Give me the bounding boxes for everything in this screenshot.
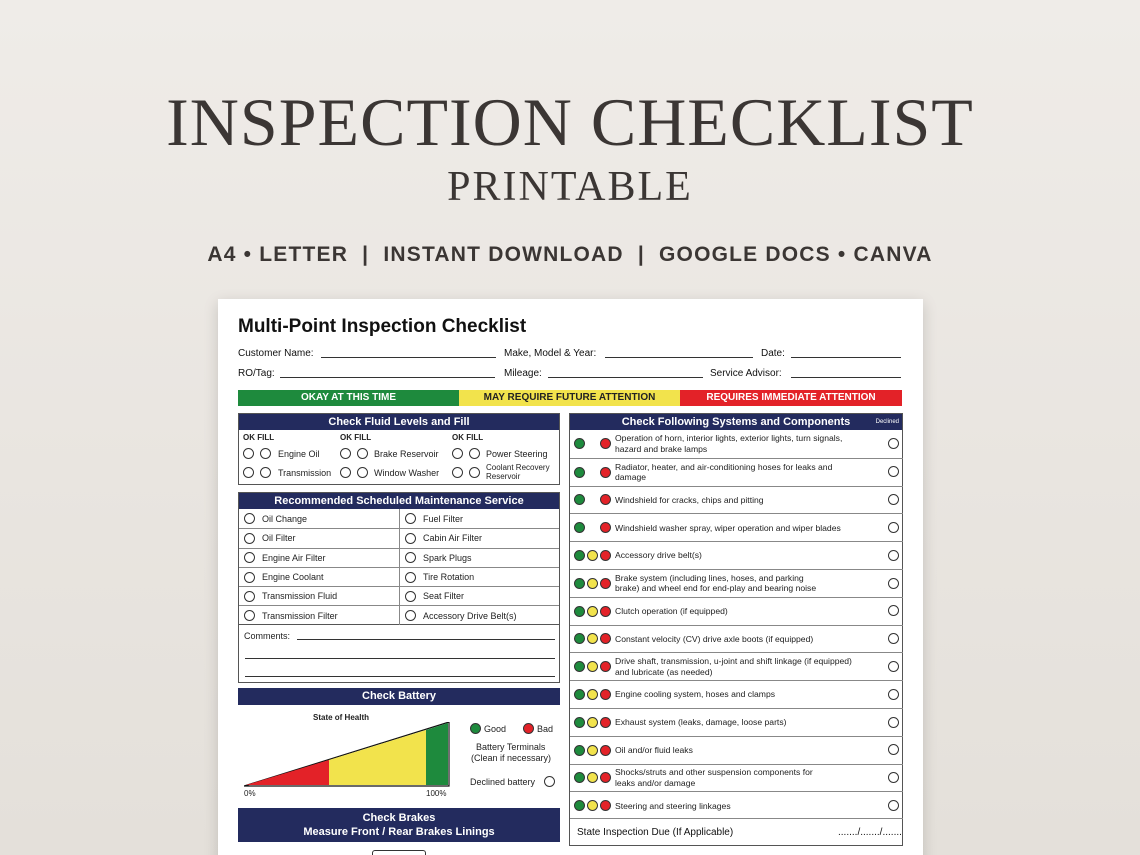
- battery-terminals-note: [471, 742, 561, 764]
- power-steering-fill-checkbox[interactable]: [469, 448, 480, 459]
- battery-bad-label: Bad: [537, 724, 554, 734]
- status-dots: [570, 661, 615, 672]
- battery-good-indicator[interactable]: [470, 723, 481, 734]
- declined-cell: [883, 435, 903, 453]
- fluid-levels-heading: Check Fluid Levels and Fill: [239, 414, 559, 430]
- fuel-filter-checkbox[interactable]: [405, 513, 416, 524]
- system-row: [570, 736, 903, 764]
- battery-panel: [238, 688, 560, 800]
- date-field[interactable]: [791, 357, 901, 358]
- customer-name-field[interactable]: [321, 357, 496, 358]
- maint-engine-coolant[interactable]: [239, 568, 399, 586]
- system-item-line-1: Steering and steering linkages: [615, 800, 731, 811]
- system-item-line-1: Drive shaft, transmission, u-joint and shift linkage (if equipped): [615, 656, 852, 667]
- declined-checkbox[interactable]: [888, 605, 899, 616]
- battery-bad-indicator[interactable]: [523, 723, 534, 734]
- declined-checkbox[interactable]: [888, 522, 899, 533]
- gauge-green-zone: [426, 723, 448, 785]
- status-yellow-dot[interactable]: [587, 661, 598, 672]
- status-dot-spacer: [587, 494, 598, 505]
- status-legend: [238, 390, 902, 406]
- fluid-engine-oil: Engine Oil: [278, 449, 320, 459]
- maintenance-row: [239, 548, 559, 567]
- maint-spark-plugs[interactable]: [399, 549, 559, 567]
- system-item-line-1: Operation of horn, interior lights, exterior lights, turn signals,: [615, 433, 843, 444]
- fluid-power-steering: Power Steering: [486, 449, 548, 459]
- status-yellow-dot[interactable]: [587, 745, 598, 756]
- ro-tag-field[interactable]: [280, 377, 495, 378]
- status-dots: [570, 438, 615, 449]
- status-green-dot[interactable]: [574, 800, 585, 811]
- declined-checkbox[interactable]: [888, 466, 899, 477]
- declined-checkbox[interactable]: [888, 633, 899, 644]
- brakes-heading: [238, 808, 560, 842]
- declined-cell: [883, 463, 903, 481]
- declined-checkbox[interactable]: [888, 550, 899, 561]
- status-red-dot[interactable]: [600, 606, 611, 617]
- status-red-dot[interactable]: [600, 550, 611, 561]
- comments-line-1[interactable]: [297, 639, 555, 640]
- hero-subtitle: PRINTABLE: [447, 164, 693, 210]
- status-red-dot[interactable]: [600, 717, 611, 728]
- fluid-col-header-3: OK FILL: [452, 433, 484, 442]
- status-yellow-dot[interactable]: [587, 689, 598, 700]
- status-green-dot[interactable]: [574, 550, 585, 561]
- battery-good-label: Good: [484, 724, 507, 734]
- system-item-line-1: Engine cooling system, hoses and clamps: [615, 689, 776, 700]
- status-red-dot[interactable]: [600, 438, 611, 449]
- legend-okay: OKAY AT THIS TIME: [238, 390, 459, 406]
- maint-label: Engine Air Filter: [262, 552, 326, 563]
- status-dots: [570, 689, 615, 700]
- system-row: [570, 513, 903, 541]
- gauge-min-label: 0%: [244, 789, 256, 798]
- maint-label: Fuel Filter: [423, 513, 464, 524]
- declined-cell: [883, 658, 903, 676]
- declined-checkbox[interactable]: [888, 744, 899, 755]
- status-red-dot[interactable]: [600, 467, 611, 478]
- status-yellow-dot[interactable]: [587, 717, 598, 728]
- maintenance-row: [239, 528, 559, 547]
- status-dots: [570, 633, 615, 644]
- maint-label: Tire Rotation: [423, 572, 475, 583]
- system-item-line-2: brake) and wheel end for end-play and bearing noise: [615, 583, 817, 594]
- fluid-transmission: Transmission: [278, 468, 332, 478]
- status-dot-spacer: [587, 467, 598, 478]
- status-dots: [570, 522, 615, 533]
- system-item-line-2: leaks and/or damage: [615, 777, 696, 788]
- comments-panel: [238, 625, 560, 683]
- date-label: Date:: [761, 348, 785, 359]
- declined-cell: [883, 769, 903, 787]
- system-row: [570, 791, 903, 819]
- gauge-max-label: 100%: [426, 789, 447, 798]
- status-red-dot[interactable]: [600, 689, 611, 700]
- system-item-text: [615, 495, 883, 506]
- status-dots: [570, 800, 615, 811]
- system-item-line-1: Shocks/struts and other suspension components for: [615, 767, 813, 778]
- status-green-dot[interactable]: [574, 438, 585, 449]
- declined-checkbox[interactable]: [888, 689, 899, 700]
- maint-label: Oil Filter: [262, 533, 296, 544]
- status-red-dot[interactable]: [600, 800, 611, 811]
- power-steering-ok-checkbox[interactable]: [452, 448, 463, 459]
- system-row: [570, 764, 903, 792]
- declined-battery-checkbox[interactable]: [544, 776, 555, 787]
- ro-tag-label: RO/Tag:: [238, 368, 275, 379]
- status-dots: [570, 745, 615, 756]
- oil-filter-checkbox[interactable]: [244, 533, 255, 544]
- system-item-text: [615, 606, 883, 617]
- transmission-fill-checkbox[interactable]: [260, 467, 271, 478]
- transmission-fluid-checkbox[interactable]: [244, 591, 255, 602]
- state-inspection-label: State Inspection Due (If Applicable): [577, 827, 734, 838]
- maintenance-row: [239, 509, 559, 528]
- maint-label: Engine Coolant: [262, 572, 324, 583]
- transmission-filter-checkbox[interactable]: [244, 610, 255, 621]
- system-row: [570, 652, 903, 680]
- system-item-line-2: and lubricate (as needed): [615, 666, 713, 677]
- battery-terminals-line-2: (Clean if necessary): [471, 753, 552, 763]
- battery-heading: Check Battery: [238, 688, 560, 705]
- battery-health-gauge: [244, 722, 450, 788]
- status-yellow-dot[interactable]: [587, 800, 598, 811]
- maintenance-row: [239, 605, 559, 624]
- coolant-ok-checkbox[interactable]: [452, 467, 463, 478]
- brakes-heading-line-2: Measure Front / Rear Brakes Linings: [303, 826, 495, 838]
- maint-label: Cabin Air Filter: [423, 533, 483, 544]
- status-green-dot[interactable]: [574, 467, 585, 478]
- declined-cell: [883, 741, 903, 759]
- status-green-dot[interactable]: [574, 689, 585, 700]
- engine-air-filter-checkbox[interactable]: [244, 552, 255, 563]
- systems-heading: [570, 414, 902, 430]
- system-item-line-1: Constant velocity (CV) drive axle boots (if equipped): [615, 633, 814, 644]
- engine-oil-fill-checkbox[interactable]: [260, 448, 271, 459]
- system-item-line-1: Accessory drive belt(s): [615, 550, 702, 561]
- declined-checkbox[interactable]: [888, 800, 899, 811]
- coolant-fill-checkbox[interactable]: [469, 467, 480, 478]
- status-dots: [570, 772, 615, 783]
- make-model-year-field[interactable]: [605, 357, 753, 358]
- system-item-text: [615, 433, 883, 454]
- status-green-dot[interactable]: [574, 522, 585, 533]
- maint-transmission-filter[interactable]: [239, 606, 399, 624]
- status-red-dot[interactable]: [600, 745, 611, 756]
- legend-future-attention: MAY REQUIRE FUTURE ATTENTION: [459, 390, 680, 406]
- system-item-line-1: Brake system (including lines, hoses, and parking: [615, 572, 804, 583]
- tire-rotation-checkbox[interactable]: [405, 572, 416, 583]
- status-yellow-dot[interactable]: [587, 772, 598, 783]
- engine-oil-ok-checkbox[interactable]: [243, 448, 254, 459]
- status-green-dot[interactable]: [574, 772, 585, 783]
- checklist-sheet: [218, 299, 923, 855]
- maint-label: Seat Filter: [423, 591, 465, 602]
- status-green-dot[interactable]: [574, 745, 585, 756]
- gauge-yellow-zone: [329, 730, 426, 785]
- status-red-dot[interactable]: [600, 494, 611, 505]
- comments-line-2[interactable]: [245, 658, 555, 659]
- cabin-air-filter-checkbox[interactable]: [405, 533, 416, 544]
- system-item-text: [615, 745, 883, 756]
- system-row: [570, 708, 903, 736]
- declined-checkbox[interactable]: [888, 438, 899, 449]
- system-row: [570, 541, 903, 569]
- status-red-dot[interactable]: [600, 772, 611, 783]
- spark-plugs-checkbox[interactable]: [405, 552, 416, 563]
- system-row: [570, 458, 903, 486]
- systems-panel: [569, 413, 903, 846]
- status-green-dot[interactable]: [574, 578, 585, 589]
- system-item-text: [615, 689, 883, 700]
- system-row: [570, 430, 903, 458]
- system-row: [570, 569, 903, 597]
- status-dot-spacer: [587, 522, 598, 533]
- maint-label: Transmission Fluid: [262, 591, 338, 602]
- system-item-line-1: Exhaust system (leaks, damage, loose parts): [615, 717, 787, 728]
- maint-cabin-air-filter[interactable]: [399, 529, 559, 547]
- maintenance-row: [239, 586, 559, 605]
- system-item-line-1: Oil and/or fluid leaks: [615, 744, 693, 755]
- status-yellow-dot[interactable]: [587, 578, 598, 589]
- make-model-year-label: Make, Model & Year:: [504, 348, 597, 359]
- system-item-text: [615, 801, 883, 812]
- declined-cell: [883, 630, 903, 648]
- accessory-drive-belts-checkbox[interactable]: [405, 610, 416, 621]
- status-red-dot[interactable]: [600, 578, 611, 589]
- brake-lining-diagram: [372, 850, 426, 855]
- status-green-dot[interactable]: [574, 717, 585, 728]
- status-dots: [570, 550, 615, 561]
- fluid-levels-panel: [238, 413, 560, 485]
- fluid-col-header-2: OK FILL: [340, 433, 372, 442]
- status-dots: [570, 606, 615, 617]
- brake-reservoir-fill-checkbox[interactable]: [357, 448, 368, 459]
- maint-label: Oil Change: [262, 513, 308, 524]
- system-item-text: [615, 717, 883, 728]
- system-item-line-1: Windshield washer spray, wiper operation and wiper blades: [615, 522, 841, 533]
- systems-heading-text: Check Following Systems and Components: [621, 416, 851, 428]
- comments-label: Comments:: [244, 631, 291, 641]
- declined-column-label: Declined: [875, 419, 899, 425]
- maint-fuel-filter[interactable]: [399, 509, 559, 528]
- declined-cell: [883, 686, 903, 704]
- declined-battery-label: Declined battery: [470, 777, 536, 787]
- brakes-heading-line-1: Check Brakes: [362, 812, 436, 824]
- status-green-dot[interactable]: [574, 633, 585, 644]
- declined-checkbox[interactable]: [888, 772, 899, 783]
- sheet-title: Multi-Point Inspection Checklist: [238, 316, 527, 337]
- window-washer-ok-checkbox[interactable]: [340, 467, 351, 478]
- window-washer-fill-checkbox[interactable]: [357, 467, 368, 478]
- system-row: [570, 680, 903, 708]
- status-green-dot[interactable]: [574, 606, 585, 617]
- status-red-dot[interactable]: [600, 522, 611, 533]
- fluid-coolant-line-2: Reservoir: [486, 472, 521, 481]
- declined-cell: [883, 713, 903, 731]
- status-dots: [570, 717, 615, 728]
- declined-checkbox[interactable]: [888, 578, 899, 589]
- status-green-dot[interactable]: [574, 494, 585, 505]
- system-item-text: [615, 523, 883, 534]
- system-item-line-1: Windshield for cracks, chips and pitting: [615, 494, 764, 505]
- declined-checkbox[interactable]: [888, 661, 899, 672]
- maint-label: Spark Plugs: [423, 552, 472, 563]
- system-row: [570, 625, 903, 653]
- status-dots: [570, 578, 615, 589]
- system-item-line-2: damage: [615, 472, 647, 483]
- maint-oil-change[interactable]: [239, 509, 399, 528]
- status-red-dot[interactable]: [600, 633, 611, 644]
- hero-formats: A4 • LETTER | INSTANT DOWNLOAD | GOOGLE DOCS • CANVA: [207, 243, 933, 266]
- system-item-line-2: hazard and brake lamps: [615, 443, 708, 454]
- system-item-line-1: Radiator, heater, and air-conditioning hoses for leaks and: [615, 461, 833, 472]
- status-green-dot[interactable]: [574, 661, 585, 672]
- declined-checkbox[interactable]: [888, 717, 899, 728]
- transmission-ok-checkbox[interactable]: [243, 467, 254, 478]
- status-dots: [570, 494, 615, 505]
- fluid-coolant-line-1: Coolant Recovery: [486, 463, 550, 472]
- maint-seat-filter[interactable]: [399, 587, 559, 605]
- seat-filter-checkbox[interactable]: [405, 591, 416, 602]
- status-yellow-dot[interactable]: [587, 633, 598, 644]
- maintenance-grid: [239, 509, 559, 625]
- customer-name-label: Customer Name:: [238, 348, 314, 359]
- state-inspection-row: [570, 818, 903, 846]
- maint-label: Accessory Drive Belt(s): [423, 610, 517, 621]
- maintenance-panel: [238, 492, 560, 625]
- status-yellow-dot[interactable]: [587, 606, 598, 617]
- status-dots: [570, 467, 615, 478]
- brake-reservoir-ok-checkbox[interactable]: [340, 448, 351, 459]
- maint-oil-filter[interactable]: [239, 529, 399, 547]
- legend-immediate-attention: REQUIRES IMMEDIATE ATTENTION: [680, 390, 902, 406]
- declined-cell: [883, 574, 903, 592]
- fluid-col-header-1: OK FILL: [243, 433, 275, 442]
- service-advisor-label: Service Advisor:: [710, 368, 782, 379]
- declined-checkbox[interactable]: [888, 494, 899, 505]
- declined-cell: [883, 491, 903, 509]
- mileage-field[interactable]: [548, 377, 703, 378]
- oil-change-checkbox[interactable]: [244, 513, 255, 524]
- system-item-text: [615, 573, 883, 594]
- state-inspection-date[interactable]: ......./......./.......: [838, 827, 902, 838]
- maint-transmission-fluid[interactable]: [239, 587, 399, 605]
- maint-accessory-drive-belts[interactable]: [399, 606, 559, 624]
- comments-line-3[interactable]: [245, 676, 555, 677]
- system-row: [570, 486, 903, 514]
- declined-cell: [883, 519, 903, 537]
- system-item-text: [615, 634, 883, 645]
- service-advisor-field[interactable]: [791, 377, 901, 378]
- fluid-coolant-recovery: [486, 463, 550, 481]
- system-item-line-1: Clutch operation (if equipped): [615, 605, 728, 616]
- maintenance-heading: Recommended Scheduled Maintenance Service: [239, 493, 559, 509]
- declined-cell: [883, 547, 903, 565]
- engine-coolant-checkbox[interactable]: [244, 572, 255, 583]
- state-of-health-label: State of Health: [313, 713, 370, 722]
- status-yellow-dot[interactable]: [587, 550, 598, 561]
- system-item-text: [615, 767, 883, 788]
- fluid-brake-reservoir: Brake Reservoir: [374, 449, 439, 459]
- declined-cell: [883, 797, 903, 815]
- maintenance-row: [239, 567, 559, 586]
- system-row: [570, 597, 903, 625]
- declined-cell: [883, 602, 903, 620]
- fluid-window-washer: Window Washer: [374, 468, 440, 478]
- system-item-text: [615, 656, 883, 677]
- maint-engine-air-filter[interactable]: [239, 549, 399, 567]
- maint-label: Transmission Filter: [262, 610, 338, 621]
- status-red-dot[interactable]: [600, 661, 611, 672]
- system-item-text: [615, 462, 883, 483]
- system-item-text: [615, 550, 883, 561]
- battery-terminals-line-1: Battery Terminals: [476, 742, 546, 752]
- maint-tire-rotation[interactable]: [399, 568, 559, 586]
- hero-title: INSPECTION CHECKLIST: [166, 84, 974, 160]
- mileage-label: Mileage:: [504, 368, 542, 379]
- status-dot-spacer: [587, 438, 598, 449]
